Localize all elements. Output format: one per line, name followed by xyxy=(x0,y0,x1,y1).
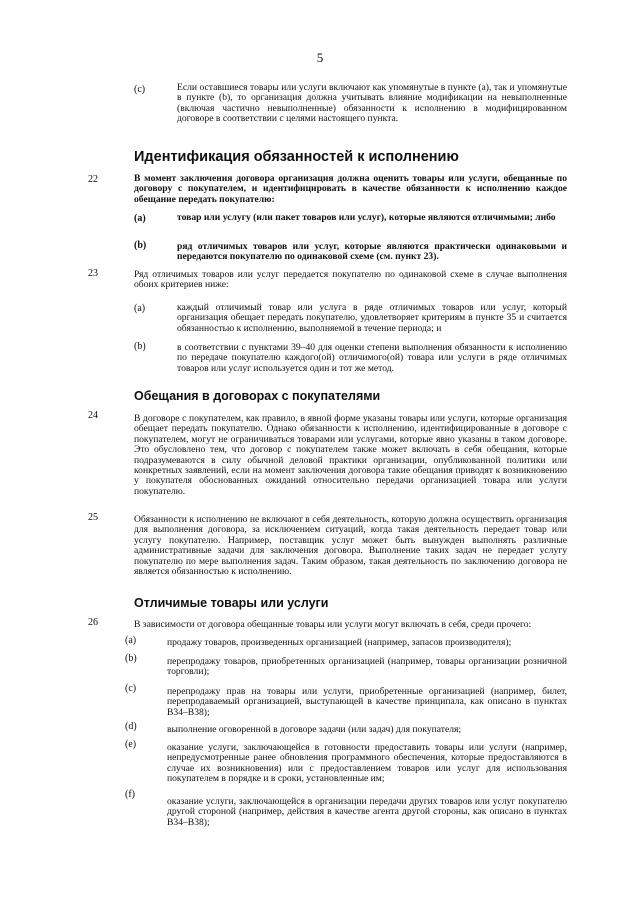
item-text: продажу товаров, произведенных организацией (например, запасов производителя); xyxy=(167,637,512,648)
paragraph-text: В договоре с покупателем, как правило, в явной форме указаны товары или услуги, которые организация обещает передать покупателю. Однако обязанности к исполнению, идентифицированные в договоре с покупателем, могут не ограничиваться товарами или услугами, которые явно указаны в таком договоре. Это обусловлено тем, что договор с покупателем также может включать в себя обещания, которые подразумеваются в силу обычной деловой практики организации, опубликованной политики или конкретных заявлений, если на момент заключения договора такие обещания приводят к возникновению у покупателя обоснованных ожиданий относительно передачи организацией товара или услуги покупателю. xyxy=(134,413,567,497)
item-text: оказание услуги, заключающейся в готовности предоставить товары или услуги (например, непредусмотренные ранее обновления программного обеспечения, которые предоставляются в случае их возникновения) или с предоставлением товаров или услуг для использования покупателем в порядке и в сроки, установленные им; xyxy=(167,742,567,785)
item-label: (a) xyxy=(134,303,146,314)
item-label: (b) xyxy=(134,341,146,352)
paragraph-number: 24 xyxy=(88,410,98,421)
item-label: (b) xyxy=(134,240,147,251)
paragraph-number: 25 xyxy=(88,512,98,523)
item-label: (a) xyxy=(125,635,137,646)
item-text: товар или услугу (или пакет товаров или услуг), которые являются отличимыми; либо xyxy=(177,212,556,223)
item-text: ряд отличимых товаров или услуг, которые являются практически одинаковыми и передаются покупателю по одинаковой схеме (см. пункт 23). xyxy=(177,241,567,263)
page-number: 5 xyxy=(316,50,324,65)
section-heading: Идентификация обязанностей к исполнению xyxy=(134,149,459,165)
paragraph-text: Ряд отличимых товаров или услуг передается покупателю по одинаковой схеме в случае выполнения обоих критериев ниже: xyxy=(134,269,567,291)
paragraph-text: В момент заключения договора организация должна оценить товары или услуги, обещанные по договору с покупателем, и идентифицировать в качестве обязанности к исполнению каждое обещание передать покупателю: xyxy=(134,173,567,205)
item-text: выполнение оговоренной в договоре задачи (или задач) для покупателя; xyxy=(167,724,462,735)
paragraph-text: Обязанности к исполнению не включают в себя деятельность, которую должна осуществить организация для выполнения договора, за исключением ситуаций, когда такая деятельность передает товар или услугу покупателю. Например, поставщик услуг может быть вынужден выполнять различные административные задачи для заключения договора. Выполнение таких задач не передает услугу покупателю по мере выполнения задач. Таким образом, такая деятельность по заключению договора не является обязанностью к исполнению. xyxy=(134,514,567,578)
item-label: (c) xyxy=(125,683,137,694)
item-label: (c) xyxy=(134,84,146,95)
item-text: оказание услуги, заключающейся в организации передачи других товаров или услуг покупателю другой стороной (например, действия в качестве агента другой стороны, как описано в пунктах B34–B38); xyxy=(167,796,567,828)
item-text: перепродажу товаров, приобретенных организацией (например, товары организации розничной торговли); xyxy=(167,656,567,678)
section-heading: Обещания в договорах с покупателями xyxy=(134,389,381,403)
paragraph-number: 22 xyxy=(88,174,98,185)
section-heading: Отличимые товары или услуги xyxy=(134,596,329,610)
item-text: Если оставшиеся товары или услуги включают как упомянутые в пункте (а), так и упомянутые в пункте (b), то организация должна учитывать влияние модификации на невыполненные (включая частично невыполненные) обязанности к исполнению в модифицированном договоре в соответствии с целями настоящего пункта. xyxy=(177,82,567,125)
paragraph-text: В зависимости от договора обещанные товары или услуги могут включать в себя, среди прочего: xyxy=(134,619,532,630)
item-text: каждый отличимый товар или услуга в ряде отличимых товаров или услуг, который организация обещает передать покупателю, удовлетворяет критериям в пункте 35 и считается обязанностью к исполнению, выполняемой в течение периода; и xyxy=(177,302,567,334)
item-label: (b) xyxy=(125,653,137,664)
item-text: в соответствии с пунктами 39–40 для оценки степени выполнения обязанности к исполнению по передаче покупателю каждого(ой) отличимого(ой) товара или услуги в ряде отличимых товаров или услуг используется один и тот же метод. xyxy=(177,342,567,374)
paragraph-number: 23 xyxy=(88,268,98,279)
item-label: (e) xyxy=(125,739,137,750)
item-label: (d) xyxy=(125,721,137,732)
item-label: (f) xyxy=(125,789,135,800)
item-text: перепродажу прав на товары или услуги, приобретенные организацией (например, билет, перепродаваемый организацией, выступающей в качестве принципала, как описано в пунктах B34–B38); xyxy=(167,686,567,718)
item-label: (a) xyxy=(134,213,146,224)
paragraph-number: 26 xyxy=(88,617,98,628)
